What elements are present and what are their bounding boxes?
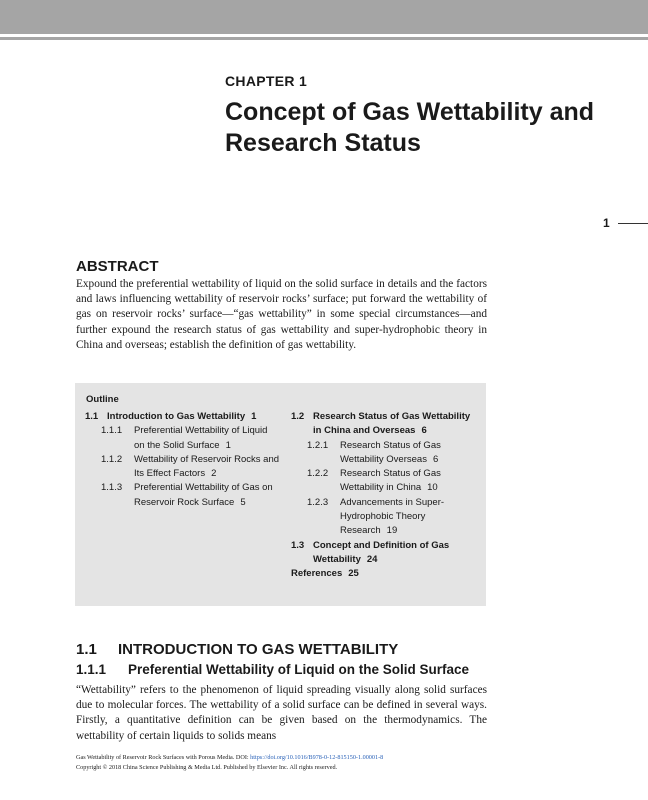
page-number-rule [618,223,648,224]
toc-number: 1.1.1 [101,425,123,437]
outline-right-column [291,410,481,582]
toc-page: 5 [240,496,246,508]
chapter-label: CHAPTER 1 [225,73,308,89]
toc-title: Concept and Definition of Gas Wettability [313,539,450,565]
doi-link[interactable]: https://doi.org/10.1016/B978-0-12-815150-1.00001-8 [250,754,384,761]
toc-page: 6 [421,425,427,437]
toc-entry[interactable] [85,453,280,482]
outline-left-column [85,410,280,510]
toc-entry[interactable] [291,467,481,496]
toc-entry[interactable] [291,539,481,568]
abstract-heading: ABSTRACT [76,258,159,275]
toc-number: 1.1.2 [101,453,123,465]
chapter-title: Concept of Gas Wettability and Research Status [225,98,595,157]
outline-heading: Outline [86,394,119,405]
body-paragraph: “Wettability” refers to the phenomenon of liquid spreading visually along solid surfaces due to molecular forces. The wettability of a solid surface can be defined in several ways. Firstly, a quantitative definition can be given based on the thermodynamics. The wettability of certain liquids to solids means [76,684,487,742]
section-title: INTRODUCTION TO GAS WETTABILITY [118,641,399,658]
toc-title: Introduction to Gas Wettability [107,411,246,422]
header-rule [0,37,648,40]
toc-page: 2 [211,468,217,480]
toc-number: 1.2.3 [307,496,329,508]
toc-entry[interactable] [85,410,280,424]
toc-entry[interactable] [85,424,280,453]
section-number: 1.1 [76,641,97,658]
page-number: 1 [603,216,610,230]
toc-page: 24 [366,553,378,565]
subsection-heading [76,662,469,677]
header-bar [0,0,648,34]
toc-title: Wettability of Reservoir Rocks and Its Effect Factors [134,453,280,480]
footer-book-line: Gas Wettability of Reservoir Rock Surfaces with Porous Media. DOI: [76,754,251,761]
toc-title: References [291,568,343,580]
toc-number: 1.3 [291,539,305,551]
subsection-number: 1.1.1 [76,662,107,677]
toc-entry[interactable] [291,496,481,539]
toc-page: 1 [225,439,231,451]
toc-number: 1.2.2 [307,468,329,480]
toc-number: 1.1 [85,411,99,422]
toc-page: 10 [427,482,438,494]
toc-entry[interactable] [85,481,280,510]
section-heading [76,641,398,658]
toc-title: Preferential Wettability of Liquid on the Solid Surface [134,425,268,451]
outline-box [75,383,486,606]
toc-number: 1.2 [291,411,305,422]
toc-title: Advancements in Super-Hydrophobic Theory Research [340,496,445,537]
toc-entry[interactable] [291,439,481,468]
subsection-title: Preferential Wettability of Liquid on the Solid Surface [128,662,470,677]
footer-copyright: Copyright © 2018 China Science Publishing & Media Ltd. Published by Elsevier Inc. All rights reserved. [76,764,338,771]
toc-page: 1 [251,411,257,422]
toc-number: 1.2.1 [307,439,329,451]
page-footer [76,753,556,773]
toc-page: 19 [386,525,398,537]
toc-title: Research Status of Gas Wettability in China [340,468,441,494]
toc-entry-references[interactable] [291,567,481,581]
toc-title: Research Status of Gas Wettability in China and Overseas [313,411,471,437]
toc-page: 6 [432,453,439,465]
abstract-text: Expound the preferential wettability of liquid on the solid surface in details and the factors and laws influencing wettability of reservoir rocks’ surface; put forward the wettability of gas on reservoir rocks’ surface—“gas wettability” in some special circumstances—and further expound the research status of gas wettability and super-hydrophobic theory in China and overseas; establish the definition of gas wettability. [76,278,487,351]
toc-title: Preferential Wettability of Gas on Reservoir Rock Surface [134,482,273,508]
toc-title: Research Status of Gas Wettability Overseas [340,439,441,465]
toc-page: 25 [348,568,359,580]
toc-number: 1.1.3 [101,482,123,494]
toc-entry[interactable] [291,410,481,439]
